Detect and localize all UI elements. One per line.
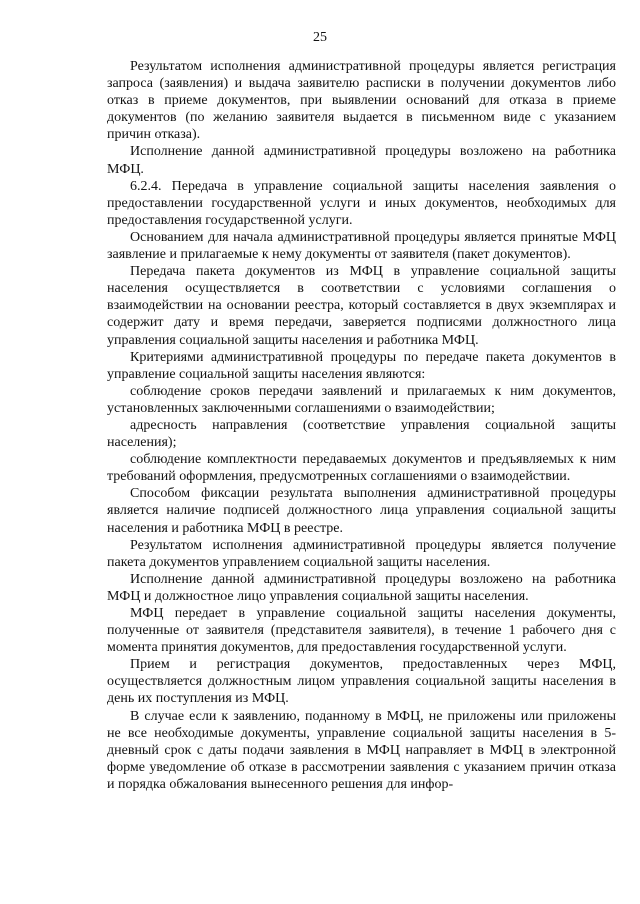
paragraph-criterion-completeness: соблюдение комплектности передаваемых документов и предъявляемых к ним требований оформления, предусмотренных соглашениями о взаимодействии. [107, 452, 616, 485]
paragraph-result-receipt: Результатом исполнения административной процедуры является получение пакета документов управлением социальной защиты населения. [107, 537, 616, 570]
paragraph-result-registration: Результатом исполнения административной процедуры является регистрация запроса (заявления) и выдача заявителю расписки в получении документов либо отказ в приеме документов, при выявлении оснований для отказа в приеме документов (по желанию заявителя выдается в письменном виде с указанием причин отказа). [107, 59, 616, 143]
paragraph-criterion-deadlines: соблюдение сроков передачи заявлений и прилагаемых к ним документов, установленных заключенными соглашениями о взаимодействии; [107, 383, 616, 416]
paragraph-transfer-timeline: МФЦ передает в управление социальной защиты населения документы, полученные от заявителя (представителя заявителя), в течение 1 рабочего дня с момента принятия документов, для предоставления государственной услуги. [107, 606, 616, 656]
paragraph-reception-registration: Прием и регистрация документов, предоставленных через МФЦ, осуществляется должностным лицом управления социальной защиты населения в день их поступления из МФЦ. [107, 657, 616, 707]
paragraph-transfer-procedure: Передача пакета документов из МФЦ в управление социальной защиты населения осуществляется в соответствии с условиями соглашения о взаимодействии на основании реестра, который составляется в двух экземплярах и содержит дату и время передачи, заверяется подписями должностного лица управления социальной защиты населения и работника МФЦ. [107, 264, 616, 348]
document-body [107, 58, 616, 793]
paragraph-criterion-addressing: адресность направления (соответствие управления социальной защиты населения); [107, 417, 616, 451]
paragraph-responsible-persons: Исполнение данной административной процедуры возложено на работника МФЦ и должностное лицо управления социальной защиты населения. [107, 571, 616, 604]
paragraph-fixation-method: Способом фиксации результата выполнения административной процедуры является наличие подписей должностного лица управления социальной защиты населения и работника МФЦ в реестре. [107, 486, 616, 536]
paragraph-section-6-2-4: 6.2.4. Передача в управление социальной защиты населения заявления о предоставлении государственной услуги и иных документов, необходимых для предоставления государственной услуги. [107, 178, 616, 228]
paragraph-criteria-intro: Критериями административной процедуры по передаче пакета документов в управление социальной защиты населения являются: [107, 349, 616, 382]
paragraph-procedure-basis: Основанием для начала административной процедуры является принятые МФЦ заявление и прилагаемые к нему документы от заявителя (пакет документов). [107, 229, 616, 263]
paragraph-responsible-mfc-worker: Исполнение данной административной процедуры возложено на работника МФЦ. [107, 144, 616, 177]
paragraph-missing-documents: В случае если к заявлению, поданному в МФЦ, не приложены или приложены не все необходимые документы, управление социальной защиты населения в 5-дневный срок с даты подачи заявления в МФЦ направляет в МФЦ в электронной форме уведомление об отказе в рассмотрении заявления с указанием причин отказа и порядка обжалования вынесенного решения для инфор- [107, 708, 616, 792]
page-number: 25 [313, 30, 327, 45]
